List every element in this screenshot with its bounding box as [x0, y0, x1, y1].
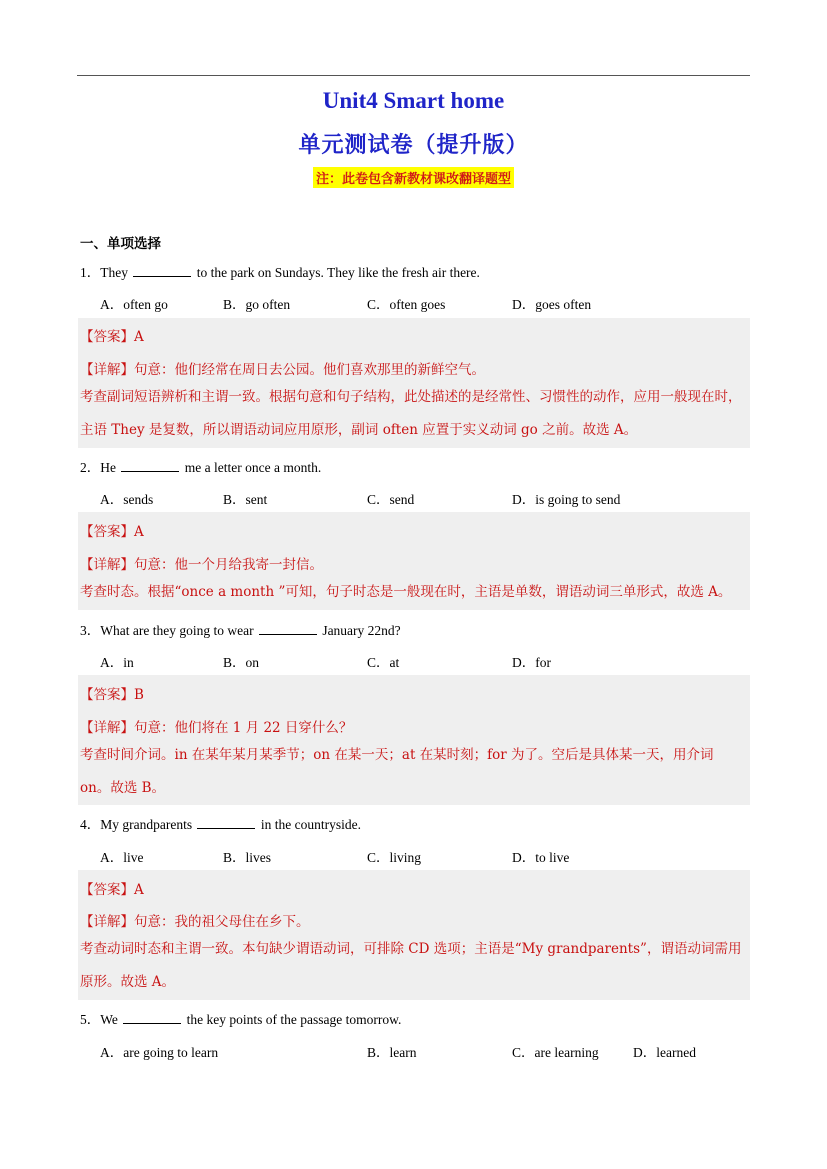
- question-stem-before: They: [100, 265, 128, 280]
- answer-box-2: [78, 512, 750, 610]
- answer-label: 【答案】: [80, 882, 134, 898]
- question-number: 1．: [80, 265, 101, 280]
- question-stem-before: We: [100, 1012, 118, 1027]
- answer-label: 【答案】: [80, 329, 134, 345]
- answer-line: [80, 878, 144, 898]
- answer-value: A: [134, 882, 144, 898]
- question-stem-after: in the countryside.: [260, 817, 361, 832]
- question-2: [80, 456, 321, 476]
- options-4: [100, 846, 740, 866]
- question-number: 3．: [80, 623, 101, 638]
- option-d[interactable]: D．is going to send: [512, 492, 621, 507]
- option-b[interactable]: B．learn: [367, 1045, 417, 1060]
- note-text: 注：此卷包含新教材课改翻译题型: [313, 167, 514, 188]
- option-d[interactable]: D．goes often: [512, 297, 592, 312]
- answer-box-3: [78, 675, 750, 805]
- analysis-text: 考查时态。根据“once a month ”可知，句子时态是一般现在时，主语是单数，谓语动词三单形式，故选 A。: [80, 584, 732, 600]
- option-b[interactable]: B．sent: [223, 492, 268, 507]
- question-number: 2．: [80, 460, 101, 475]
- answer-label: 【答案】: [80, 524, 134, 540]
- option-a[interactable]: A．sends: [100, 492, 154, 507]
- detail-line: [80, 553, 323, 573]
- answer-line: [80, 520, 144, 540]
- question-stem-before: He: [100, 460, 116, 475]
- question-3: [80, 619, 401, 639]
- option-d[interactable]: D．to live: [512, 850, 570, 865]
- question-stem-after: the key points of the passage tomorrow.: [186, 1012, 402, 1027]
- answer-label: 【答案】: [80, 687, 134, 703]
- detail-label: 【详解】: [80, 557, 134, 573]
- option-a[interactable]: A．live: [100, 850, 144, 865]
- page-title: Unit4 Smart home: [322, 88, 505, 113]
- question-stem-after: me a letter once a month.: [184, 460, 322, 475]
- question-5: [80, 1008, 401, 1028]
- detail-meaning: 句意：我的祖父母住在乡下。: [134, 914, 310, 930]
- option-b[interactable]: B．lives: [223, 850, 272, 865]
- options-5: [100, 1041, 740, 1061]
- option-a[interactable]: A．in: [100, 655, 134, 670]
- option-c[interactable]: C．living: [367, 850, 422, 865]
- answer-value: A: [134, 524, 144, 540]
- option-b[interactable]: B．on: [223, 655, 260, 670]
- option-c[interactable]: C．often goes: [367, 297, 446, 312]
- answer-blank: [197, 816, 255, 829]
- detail-meaning: 句意：他一个月给我寄一封信。: [134, 557, 323, 573]
- detail-label: 【详解】: [80, 720, 134, 736]
- header-rule: [77, 75, 750, 76]
- answer-line: [80, 683, 144, 703]
- analysis-text: 考查动词时态和主谓一致。本句缺少谓语动词，可排除 CD 选项；主语是“My grandparents”，谓语动词需用原形。故选 A。: [80, 941, 742, 990]
- section-title: 一、单项选择: [80, 236, 161, 252]
- option-a[interactable]: A．often go: [100, 297, 168, 312]
- question-stem-before: My grandparents: [100, 817, 193, 832]
- detail-label: 【详解】: [80, 362, 134, 378]
- question-stem-before: What are they going to wear: [100, 623, 254, 638]
- option-c[interactable]: C．are learning: [512, 1045, 599, 1060]
- page-subtitle: 单元测试卷（提升版）: [298, 132, 529, 158]
- option-d[interactable]: D．learned: [633, 1045, 696, 1060]
- question-1: [80, 261, 480, 281]
- detail-meaning: 句意：他们经常在周日去公园。他们喜欢那里的新鲜空气。: [134, 362, 485, 378]
- question-stem-after: to the park on Sundays. They like the fresh air there.: [196, 265, 480, 280]
- answer-box-4: [78, 870, 750, 1000]
- question-number: 5．: [80, 1012, 101, 1027]
- answer-blank: [259, 622, 317, 635]
- answer-value: A: [134, 329, 144, 345]
- answer-blank: [123, 1011, 181, 1024]
- detail-line: [80, 716, 352, 736]
- detail-line: [80, 910, 310, 930]
- note-banner: [0, 167, 827, 188]
- answer-blank: [133, 264, 191, 277]
- option-c[interactable]: C．at: [367, 655, 400, 670]
- option-c[interactable]: C．send: [367, 492, 415, 507]
- answer-box-1: [78, 318, 750, 448]
- answer-value: B: [134, 687, 144, 703]
- answer-blank: [121, 459, 179, 472]
- question-number: 4．: [80, 817, 101, 832]
- detail-line: [80, 358, 485, 378]
- option-b[interactable]: B．go often: [223, 297, 291, 312]
- options-3: [100, 651, 740, 671]
- option-a[interactable]: A．are going to learn: [100, 1045, 219, 1060]
- question-stem-after: January 22nd?: [322, 623, 401, 638]
- detail-meaning: 句意：他们将在 1 月 22 日穿什么？: [134, 720, 353, 736]
- analysis-text: 考查时间介词。in 在某年某月某季节；on 在某一天；at 在某时刻；for 为了。空后是具体某一天，用介词 on。故选 B。: [80, 747, 714, 796]
- analysis-text: 考查副词短语辨析和主谓一致。根据句意和句子结构，此处描述的是经常性、习惯性的动作，应用一般现在时，主语 They 是复数，所以谓语动词应用原形，副词 often 应置于实义动词 go 之前。故选 A。: [80, 389, 742, 438]
- option-d[interactable]: D．for: [512, 655, 551, 670]
- answer-line: [80, 325, 144, 345]
- question-4: [80, 813, 361, 833]
- options-2: [100, 488, 740, 508]
- detail-label: 【详解】: [80, 914, 134, 930]
- options-1: [100, 293, 740, 313]
